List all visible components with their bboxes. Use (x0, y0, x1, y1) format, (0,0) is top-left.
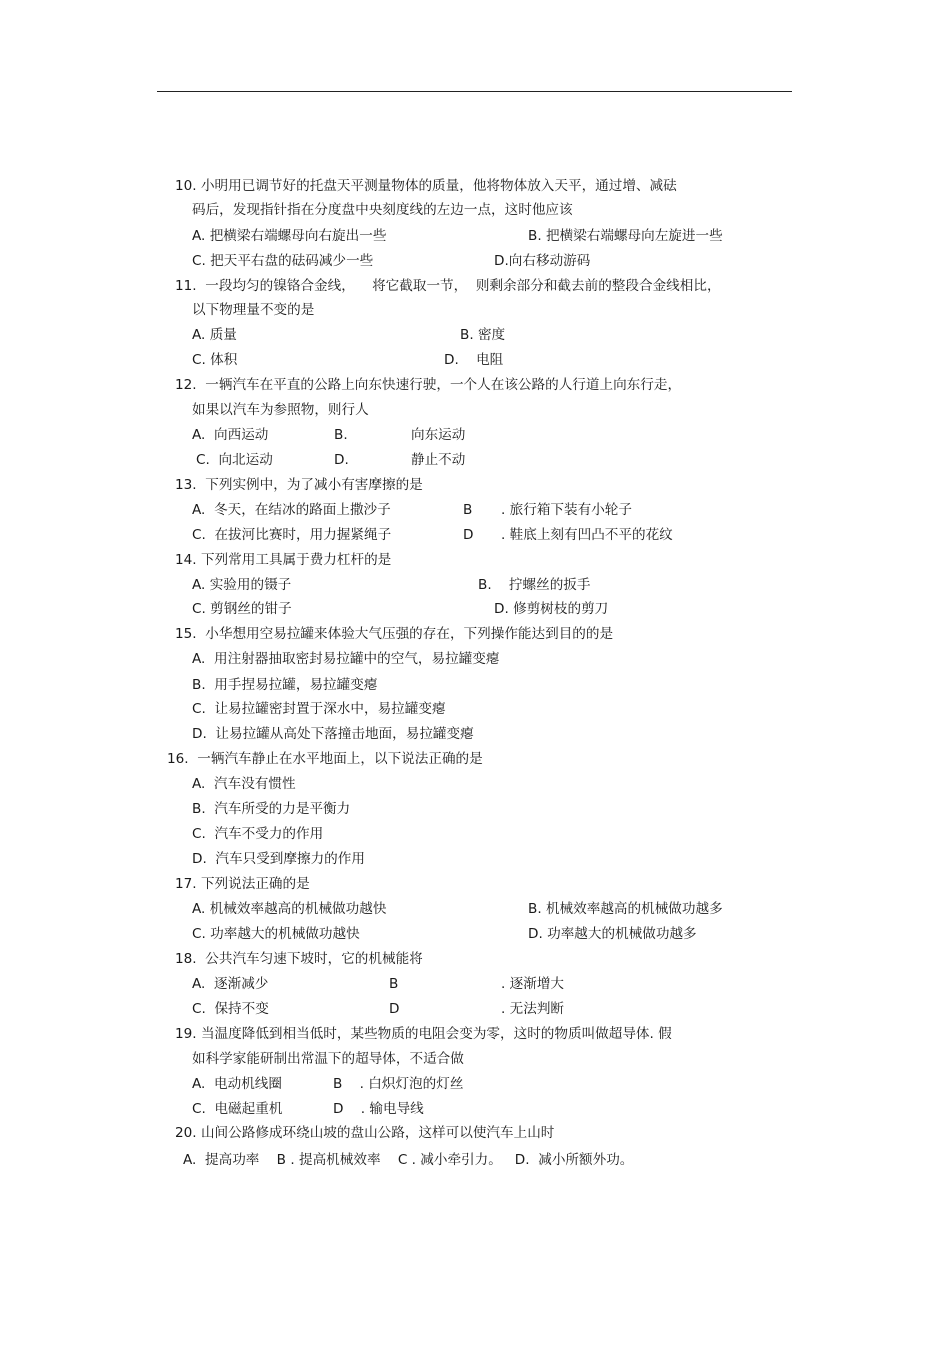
question-17-option-a: A. 机械效率越高的机械做功越快 (192, 901, 387, 917)
question-13-option-a: A. 冬天，在结冰的路面上撒沙子 (192, 502, 391, 518)
question-11-option-d: D. 电阻 (444, 352, 504, 368)
question-14-stem: 14. 下列常用工具属于费力杠杆的是 (175, 552, 392, 568)
question-18-option-b: . 逐渐增大 (501, 976, 565, 992)
question-14-option-a: A. 实验用的镊子 (192, 577, 292, 593)
question-13-option-b: . 旅行箱下装有小轮子 (501, 502, 632, 518)
question-19-option-b: B . 白炽灯泡的灯丝 (333, 1076, 464, 1092)
question-12-option-d: 静止不动 (411, 452, 466, 468)
question-10-option-a: A. 把横梁右端螺母向右旋出一些 (192, 228, 387, 244)
question-17-stem: 17. 下列说法正确的是 (175, 876, 310, 892)
question-18-stem: 18. 公共汽车匀速下坡时，它的机械能将 (175, 951, 423, 967)
question-14-option-c: C. 剪钢丝的钳子 (192, 601, 292, 617)
question-18-option-b-letter: B (389, 976, 399, 992)
question-17-option-b: B. 机械效率越高的机械做功越多 (528, 901, 723, 917)
question-19-option-a: A. 电动机线圈 (192, 1076, 282, 1092)
question-14-option-d: D. 修剪树枝的剪刀 (494, 601, 609, 617)
question-16-option-a: A. 汽车没有惯性 (192, 776, 296, 792)
question-12-option-b: 向东运动 (411, 427, 466, 443)
question-10-stem-cont: 码后，发现指针指在分度盘中央刻度线的左边一点，这时他应该 (192, 202, 573, 218)
question-18-option-c: C. 保持不变 (192, 1001, 269, 1017)
question-13-option-b-letter: B (463, 502, 473, 518)
question-17-option-d: D. 功率越大的机械做功越多 (528, 926, 697, 942)
question-12-stem-cont: 如果以汽车为参照物，则行人 (192, 402, 369, 418)
question-11-option-c: C. 体积 (192, 352, 238, 368)
question-11-option-a: A. 质量 (192, 327, 237, 343)
question-16-option-d: D. 汽车只受到摩擦力的作用 (192, 851, 365, 867)
header-rule (157, 91, 792, 92)
question-16-option-c: C. 汽车不受力的作用 (192, 826, 324, 842)
question-11-stem: 11. 一段均匀的镍铬合金线， 将它截取一节， 则剩余部分和截去前的整段合金线相比， (175, 278, 721, 294)
question-13-stem: 13. 下列实例中，为了减小有害摩擦的是 (175, 477, 423, 493)
question-20-stem: 20. 山间公路修成环绕山坡的盘山公路，这样可以使汽车上山时 (175, 1125, 555, 1141)
question-15-stem: 15. 小华想用空易拉罐来体验大气压强的存在，下列操作能达到目的的是 (175, 626, 614, 642)
question-11-option-b: B. 密度 (460, 327, 506, 343)
question-12-option-d-letter: D. (334, 452, 349, 468)
question-19-option-c: C. 电磁起重机 (192, 1101, 283, 1117)
question-16-stem: 16. 一辆汽车静止在水平地面上，以下说法正确的是 (167, 751, 483, 767)
question-13-option-d-letter: D (463, 527, 474, 543)
question-17-option-c: C. 功率越大的机械做功越快 (192, 926, 360, 942)
question-10-option-b: B. 把横梁右端螺母向左旋进一些 (528, 228, 723, 244)
question-10-stem: 10. 小明用已调节好的托盘天平测量物体的质量，他将物体放入天平，通过增、减砝 (175, 178, 677, 194)
question-13-option-d: . 鞋底上刻有凹凸不平的花纹 (501, 527, 673, 543)
question-15-option-b: B. 用手捏易拉罐，易拉罐变瘪 (192, 677, 378, 693)
question-12-option-c: C. 向北运动 (196, 452, 273, 468)
question-19-stem-cont: 如科学家能研制出常温下的超导体，不适合做 (192, 1051, 464, 1067)
question-10-option-d: D.向右移动游码 (494, 253, 591, 269)
question-19-option-d: D . 输电导线 (333, 1101, 424, 1117)
question-12-stem: 12. 一辆汽车在平直的公路上向东快速行驶，一个人在该公路的人行道上向东行走， (175, 377, 682, 393)
question-14-option-b: B. 拧螺丝的扳手 (478, 577, 591, 593)
question-20-options: A. 提高功率 B . 提高机械效率 C . 减小牵引力。 D. 减小所额外功。 (183, 1152, 634, 1168)
question-10-option-c: C. 把天平右盘的砝码减少一些 (192, 253, 374, 269)
question-18-option-d: . 无法判断 (501, 1001, 565, 1017)
question-19-stem: 19. 当温度降低到相当低时，某些物质的电阻会变为零，这时的物质叫做超导体. 假 (175, 1026, 672, 1042)
question-15-option-a: A. 用注射器抽取密封易拉罐中的空气，易拉罐变瘪 (192, 651, 500, 667)
question-11-stem-cont: 以下物理量不变的是 (192, 302, 315, 318)
question-18-option-a: A. 逐渐减少 (192, 976, 269, 992)
question-18-option-d-letter: D (389, 1001, 400, 1017)
question-12-option-b-letter: B. (334, 427, 348, 443)
question-16-option-b: B. 汽车所受的力是平衡力 (192, 801, 351, 817)
question-13-option-c: C. 在拔河比赛时，用力握紧绳子 (192, 527, 392, 543)
question-12-option-a: A. 向西运动 (192, 427, 269, 443)
question-15-option-d: D. 让易拉罐从高处下落撞击地面，易拉罐变瘪 (192, 726, 474, 742)
question-15-option-c: C. 让易拉罐密封置于深水中，易拉罐变瘪 (192, 701, 446, 717)
